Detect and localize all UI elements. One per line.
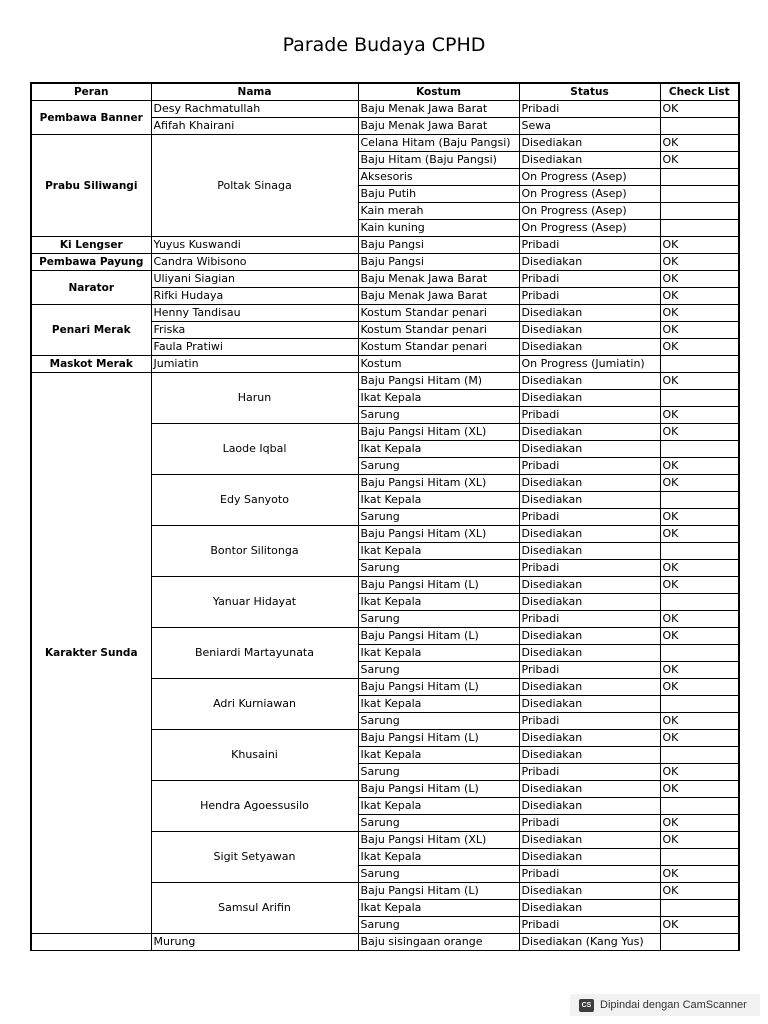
peran-cell: Prabu Siliwangi xyxy=(31,135,151,237)
status-cell: Disediakan xyxy=(519,475,660,492)
kostum-cell: Aksesoris xyxy=(358,169,519,186)
scanner-label: Dipindai dengan CamScanner xyxy=(600,999,747,1011)
check-cell: OK xyxy=(660,101,739,118)
check-cell: OK xyxy=(660,509,739,526)
nama-cell: Henny Tandisau xyxy=(151,305,358,322)
kostum-cell: Baju Pangsi Hitam (XL) xyxy=(358,526,519,543)
nama-cell: Bontor Silitonga xyxy=(151,526,358,577)
check-cell: OK xyxy=(660,917,739,934)
status-cell: Disediakan xyxy=(519,883,660,900)
status-cell: Sewa xyxy=(519,118,660,135)
kostum-cell: Ikat Kepala xyxy=(358,645,519,662)
status-cell: Disediakan xyxy=(519,594,660,611)
kostum-cell: Baju Pangsi Hitam (L) xyxy=(358,679,519,696)
kostum-cell: Baju Pangsi Hitam (M) xyxy=(358,373,519,390)
status-cell: Disediakan xyxy=(519,730,660,747)
status-cell: Pribadi xyxy=(519,509,660,526)
check-cell: OK xyxy=(660,373,739,390)
kostum-cell: Ikat Kepala xyxy=(358,543,519,560)
header-status: Status xyxy=(519,83,660,101)
nama-cell: Yuyus Kuswandi xyxy=(151,237,358,254)
check-cell: OK xyxy=(660,288,739,305)
check-cell: OK xyxy=(660,424,739,441)
header-check-list: Check List xyxy=(660,83,739,101)
status-cell: Pribadi xyxy=(519,407,660,424)
kostum-cell: Baju Pangsi xyxy=(358,254,519,271)
check-cell: OK xyxy=(660,254,739,271)
nama-cell: Hendra Agoessusilo xyxy=(151,781,358,832)
kostum-cell: Kostum Standar penari xyxy=(358,322,519,339)
status-cell: Disediakan xyxy=(519,492,660,509)
status-cell: On Progress (Jumiatin) xyxy=(519,356,660,373)
nama-cell: Candra Wibisono xyxy=(151,254,358,271)
nama-cell: Afifah Khairani xyxy=(151,118,358,135)
status-cell: Pribadi xyxy=(519,560,660,577)
check-cell: OK xyxy=(660,560,739,577)
costume-table xyxy=(30,82,740,951)
check-cell: OK xyxy=(660,628,739,645)
check-cell: OK xyxy=(660,611,739,628)
status-cell: Pribadi xyxy=(519,611,660,628)
check-cell: OK xyxy=(660,713,739,730)
check-cell: OK xyxy=(660,237,739,254)
table-row xyxy=(31,135,739,152)
nama-cell: Beniardi Martayunata xyxy=(151,628,358,679)
peran-cell: Karakter Sunda xyxy=(31,373,151,934)
header-kostum: Kostum xyxy=(358,83,519,101)
status-cell: Pribadi xyxy=(519,764,660,781)
header-peran: Peran xyxy=(31,83,151,101)
kostum-cell: Ikat Kepala xyxy=(358,492,519,509)
check-cell xyxy=(660,492,739,509)
status-cell: Disediakan xyxy=(519,322,660,339)
kostum-cell: Ikat Kepala xyxy=(358,696,519,713)
status-cell: Disediakan xyxy=(519,152,660,169)
check-cell: OK xyxy=(660,526,739,543)
nama-cell: Harun xyxy=(151,373,358,424)
check-cell: OK xyxy=(660,764,739,781)
page-title: Parade Budaya CPHD xyxy=(282,34,486,56)
nama-cell: Poltak Sinaga xyxy=(151,135,358,237)
check-cell: OK xyxy=(660,815,739,832)
nama-cell: Yanuar Hidayat xyxy=(151,577,358,628)
nama-cell: Jumiatin xyxy=(151,356,358,373)
status-cell: Disediakan xyxy=(519,373,660,390)
kostum-cell: Baju Menak Jawa Barat xyxy=(358,118,519,135)
status-cell: Disediakan xyxy=(519,577,660,594)
kostum-cell: Baju Menak Jawa Barat xyxy=(358,288,519,305)
status-cell: Disediakan xyxy=(519,424,660,441)
status-cell: Pribadi xyxy=(519,662,660,679)
kostum-cell: Ikat Kepala xyxy=(358,441,519,458)
status-cell: Pribadi xyxy=(519,101,660,118)
kostum-cell: Sarung xyxy=(358,662,519,679)
peran-cell: Maskot Merak xyxy=(31,356,151,373)
kostum-cell: Sarung xyxy=(358,917,519,934)
status-cell: Disediakan xyxy=(519,798,660,815)
kostum-cell: Ikat Kepala xyxy=(358,390,519,407)
check-cell xyxy=(660,900,739,917)
table-row xyxy=(31,356,739,373)
peran-cell: Pembawa Payung xyxy=(31,254,151,271)
scanner-watermark xyxy=(570,994,760,1016)
check-cell xyxy=(660,798,739,815)
nama-cell: Laode Iqbal xyxy=(151,424,358,475)
check-cell xyxy=(660,390,739,407)
kostum-cell: Sarung xyxy=(358,713,519,730)
kostum-cell: Baju Pangsi xyxy=(358,237,519,254)
check-cell xyxy=(660,543,739,560)
kostum-cell: Sarung xyxy=(358,815,519,832)
table-row xyxy=(31,934,739,951)
check-cell: OK xyxy=(660,577,739,594)
kostum-cell: Baju Menak Jawa Barat xyxy=(358,101,519,118)
check-cell xyxy=(660,118,739,135)
kostum-cell: Sarung xyxy=(358,458,519,475)
status-cell: Disediakan (Kang Yus) xyxy=(519,934,660,951)
status-cell: On Progress (Asep) xyxy=(519,169,660,186)
check-cell xyxy=(660,203,739,220)
status-cell: Disediakan xyxy=(519,526,660,543)
costume-table-wrapper xyxy=(30,82,740,951)
table-row xyxy=(31,305,739,322)
check-cell xyxy=(660,934,739,951)
check-cell xyxy=(660,220,739,237)
check-cell: OK xyxy=(660,135,739,152)
check-cell: OK xyxy=(660,407,739,424)
check-cell: OK xyxy=(660,152,739,169)
kostum-cell: Baju Menak Jawa Barat xyxy=(358,271,519,288)
table-row xyxy=(31,373,739,390)
kostum-cell: Baju Hitam (Baju Pangsi) xyxy=(358,152,519,169)
check-cell: OK xyxy=(660,339,739,356)
kostum-cell: Baju Pangsi Hitam (L) xyxy=(358,577,519,594)
kostum-cell: Ikat Kepala xyxy=(358,747,519,764)
check-cell: OK xyxy=(660,322,739,339)
check-cell: OK xyxy=(660,866,739,883)
kostum-cell: Sarung xyxy=(358,509,519,526)
check-cell: OK xyxy=(660,883,739,900)
status-cell: Disediakan xyxy=(519,832,660,849)
status-cell: Pribadi xyxy=(519,815,660,832)
nama-cell: Adri Kurniawan xyxy=(151,679,358,730)
check-cell xyxy=(660,186,739,203)
status-cell: Disediakan xyxy=(519,781,660,798)
kostum-cell: Ikat Kepala xyxy=(358,594,519,611)
kostum-cell: Baju Pangsi Hitam (L) xyxy=(358,730,519,747)
check-cell xyxy=(660,356,739,373)
status-cell: Pribadi xyxy=(519,713,660,730)
status-cell: Pribadi xyxy=(519,917,660,934)
peran-cell: Narator xyxy=(31,271,151,305)
nama-cell: Desy Rachmatullah xyxy=(151,101,358,118)
check-cell xyxy=(660,594,739,611)
status-cell: On Progress (Asep) xyxy=(519,203,660,220)
status-cell: Disediakan xyxy=(519,543,660,560)
status-cell: Pribadi xyxy=(519,271,660,288)
kostum-cell: Ikat Kepala xyxy=(358,849,519,866)
check-cell: OK xyxy=(660,271,739,288)
table-row xyxy=(31,254,739,271)
status-cell: Disediakan xyxy=(519,900,660,917)
status-cell: Disediakan xyxy=(519,849,660,866)
check-cell xyxy=(660,441,739,458)
check-cell xyxy=(660,169,739,186)
kostum-cell: Celana Hitam (Baju Pangsi) xyxy=(358,135,519,152)
kostum-cell: Baju sisingaan orange xyxy=(358,934,519,951)
status-cell: Pribadi xyxy=(519,288,660,305)
status-cell: Disediakan xyxy=(519,645,660,662)
check-cell: OK xyxy=(660,832,739,849)
camscanner-logo-icon: CS xyxy=(579,999,594,1012)
check-cell: OK xyxy=(660,679,739,696)
check-cell xyxy=(660,849,739,866)
check-cell: OK xyxy=(660,662,739,679)
status-cell: Pribadi xyxy=(519,237,660,254)
peran-cell xyxy=(31,934,151,951)
kostum-cell: Baju Pangsi Hitam (L) xyxy=(358,628,519,645)
check-cell: OK xyxy=(660,458,739,475)
nama-cell: Friska xyxy=(151,322,358,339)
nama-cell: Murung xyxy=(151,934,358,951)
status-cell: Disediakan xyxy=(519,696,660,713)
peran-cell: Penari Merak xyxy=(31,305,151,356)
kostum-cell: Baju Pangsi Hitam (L) xyxy=(358,781,519,798)
status-cell: Disediakan xyxy=(519,390,660,407)
kostum-cell: Baju Putih xyxy=(358,186,519,203)
status-cell: Disediakan xyxy=(519,305,660,322)
check-cell: OK xyxy=(660,730,739,747)
table-row xyxy=(31,237,739,254)
kostum-cell: Sarung xyxy=(358,407,519,424)
kostum-cell: Kostum Standar penari xyxy=(358,305,519,322)
nama-cell: Samsul Arifin xyxy=(151,883,358,934)
check-cell: OK xyxy=(660,781,739,798)
check-cell: OK xyxy=(660,475,739,492)
status-cell: Disediakan xyxy=(519,254,660,271)
check-cell: OK xyxy=(660,305,739,322)
table-body xyxy=(31,101,739,951)
kostum-cell: Kain merah xyxy=(358,203,519,220)
status-cell: On Progress (Asep) xyxy=(519,186,660,203)
status-cell: Disediakan xyxy=(519,679,660,696)
status-cell: Disediakan xyxy=(519,339,660,356)
check-cell xyxy=(660,747,739,764)
kostum-cell: Sarung xyxy=(358,866,519,883)
kostum-cell: Baju Pangsi Hitam (XL) xyxy=(358,832,519,849)
peran-cell: Ki Lengser xyxy=(31,237,151,254)
status-cell: Disediakan xyxy=(519,628,660,645)
nama-cell: Faula Pratiwi xyxy=(151,339,358,356)
status-cell: Disediakan xyxy=(519,441,660,458)
table-row xyxy=(31,101,739,118)
check-cell xyxy=(660,696,739,713)
kostum-cell: Baju Pangsi Hitam (XL) xyxy=(358,475,519,492)
nama-cell: Edy Sanyoto xyxy=(151,475,358,526)
status-cell: On Progress (Asep) xyxy=(519,220,660,237)
kostum-cell: Baju Pangsi Hitam (L) xyxy=(358,883,519,900)
kostum-cell: Sarung xyxy=(358,764,519,781)
kostum-cell: Baju Pangsi Hitam (XL) xyxy=(358,424,519,441)
nama-cell: Sigit Setyawan xyxy=(151,832,358,883)
check-cell xyxy=(660,645,739,662)
kostum-cell: Ikat Kepala xyxy=(358,798,519,815)
kostum-cell: Kain kuning xyxy=(358,220,519,237)
nama-cell: Khusaini xyxy=(151,730,358,781)
status-cell: Disediakan xyxy=(519,747,660,764)
kostum-cell: Sarung xyxy=(358,611,519,628)
status-cell: Disediakan xyxy=(519,135,660,152)
kostum-cell: Ikat Kepala xyxy=(358,900,519,917)
table-header-row xyxy=(31,83,739,101)
kostum-cell: Sarung xyxy=(358,560,519,577)
table-row xyxy=(31,271,739,288)
header-nama: Nama xyxy=(151,83,358,101)
peran-cell: Pembawa Banner xyxy=(31,101,151,135)
nama-cell: Uliyani Siagian xyxy=(151,271,358,288)
status-cell: Pribadi xyxy=(519,866,660,883)
status-cell: Pribadi xyxy=(519,458,660,475)
kostum-cell: Kostum Standar penari xyxy=(358,339,519,356)
nama-cell: Rifki Hudaya xyxy=(151,288,358,305)
kostum-cell: Kostum xyxy=(358,356,519,373)
